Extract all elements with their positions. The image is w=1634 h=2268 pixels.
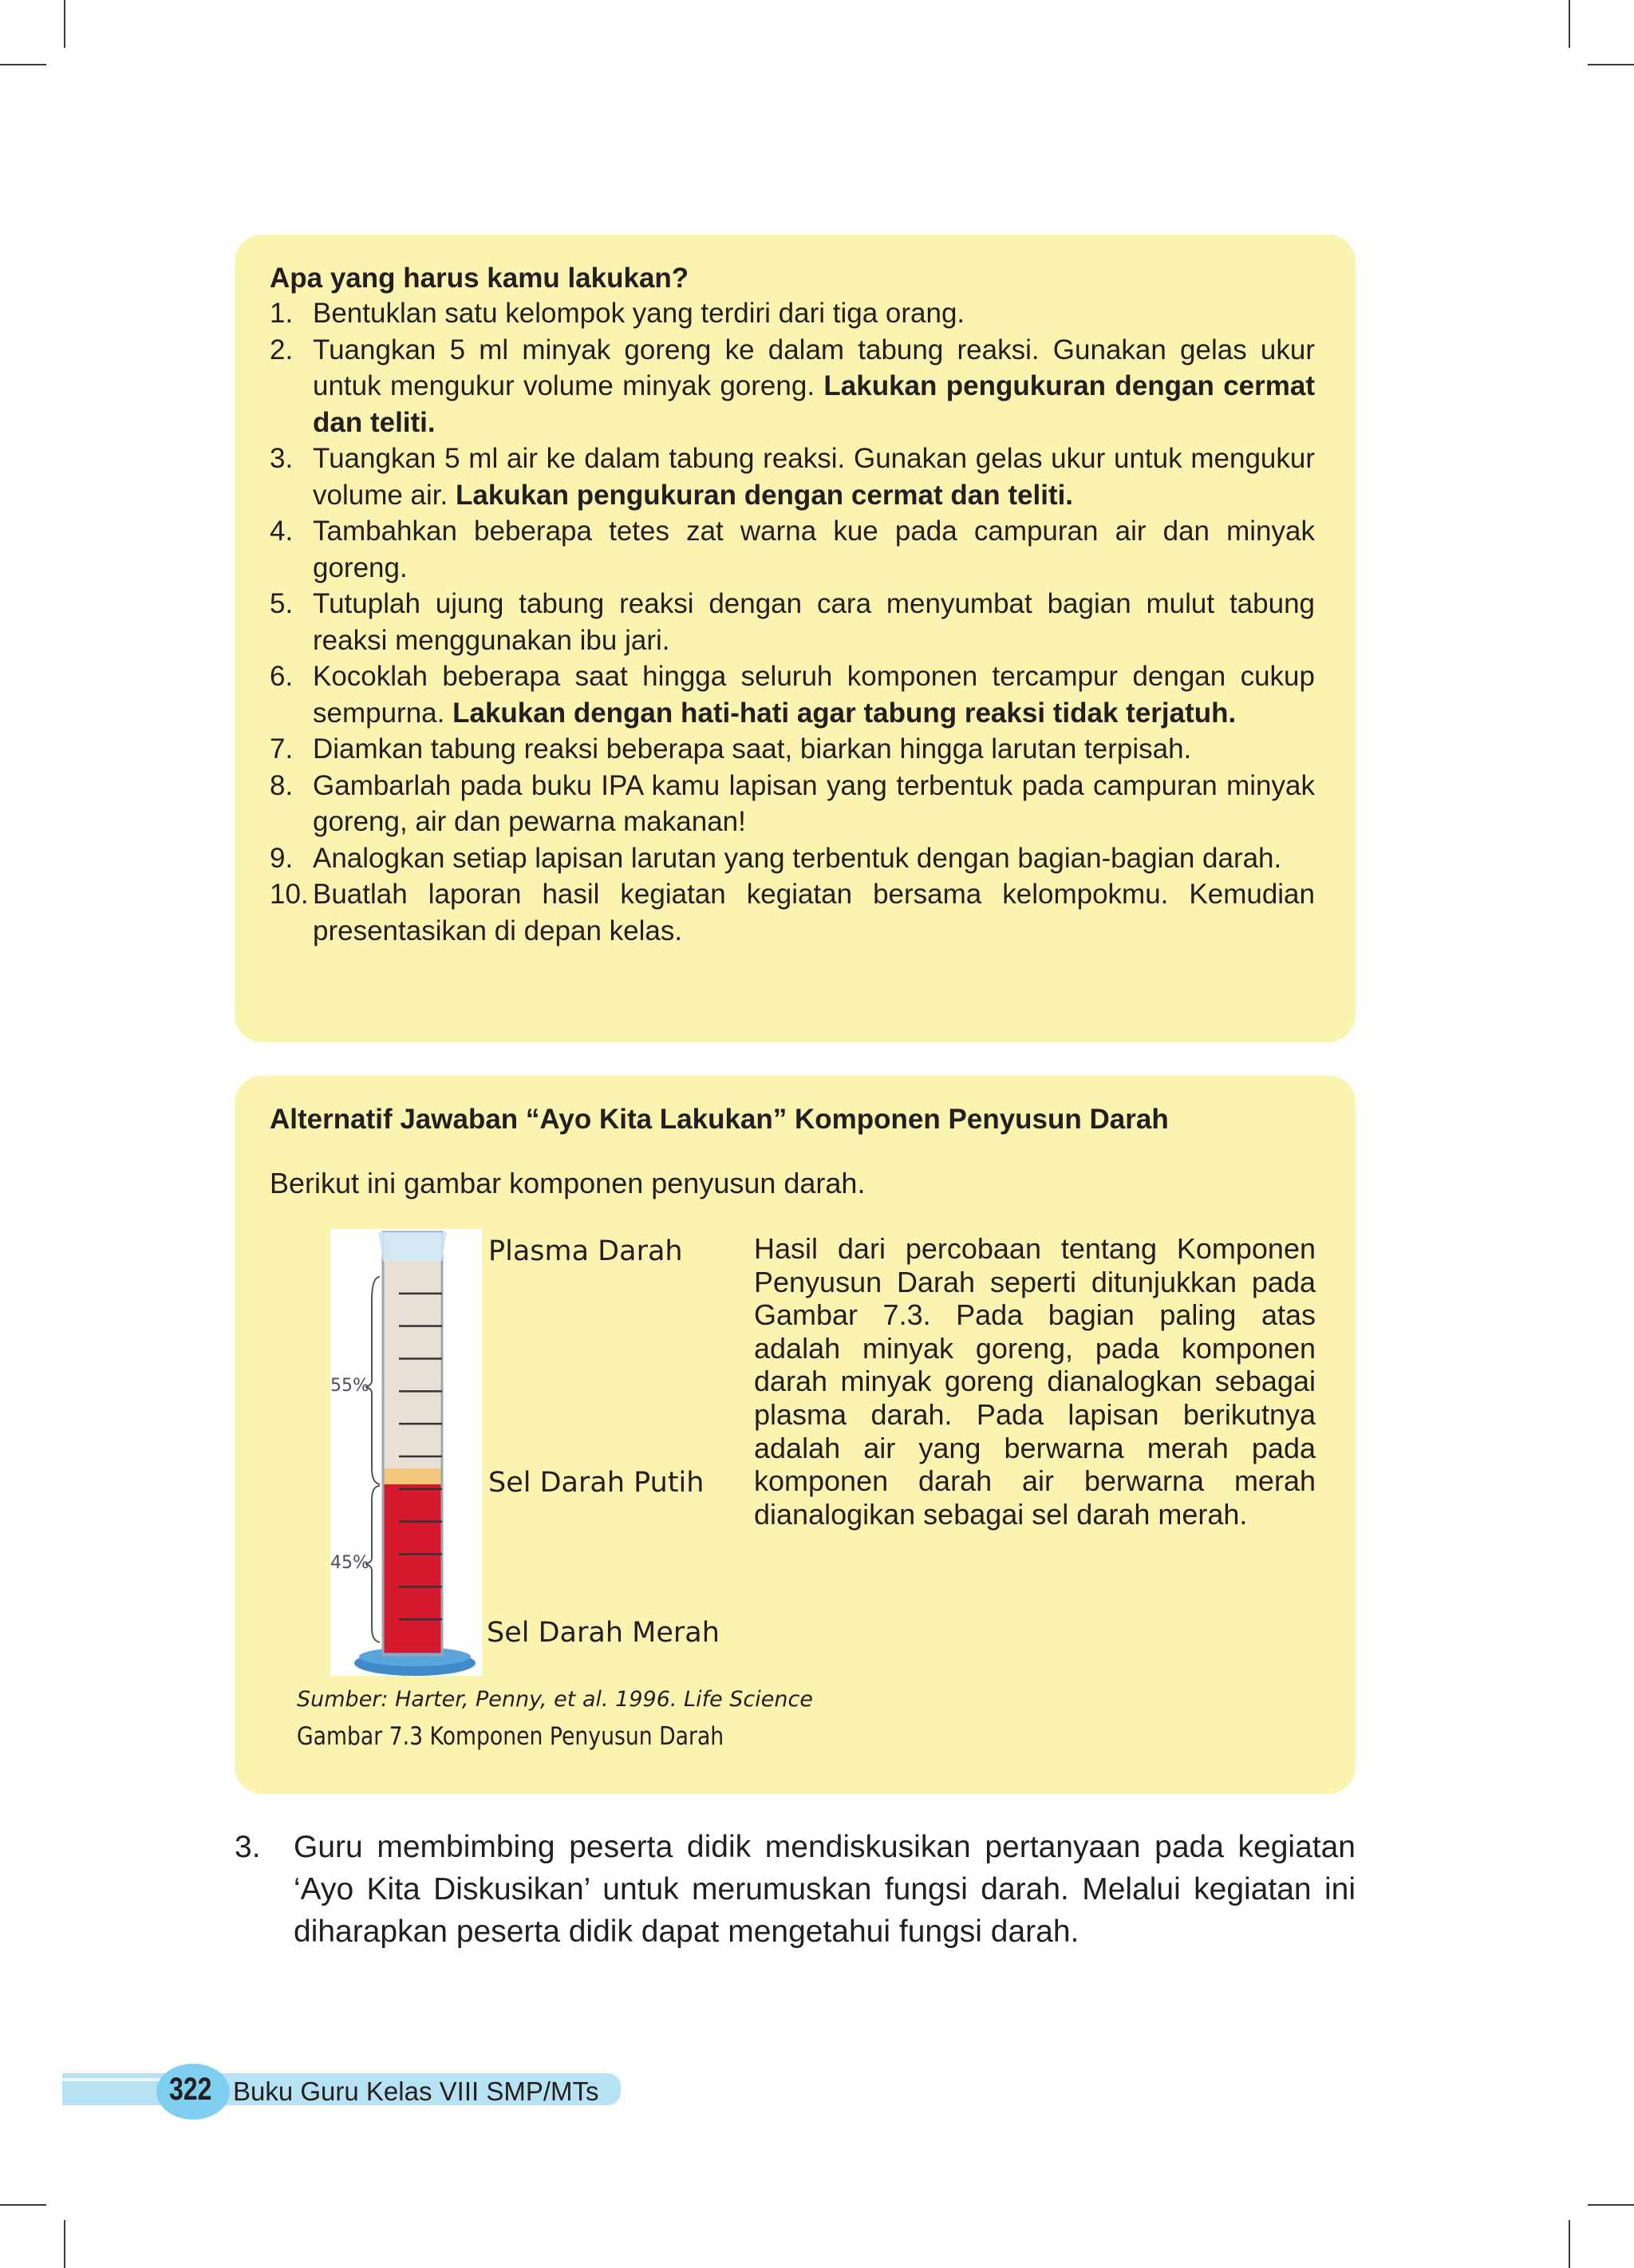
label-red-cells: Sel Darah Merah	[487, 1617, 720, 1649]
crop-mark	[64, 2220, 65, 2268]
box-title: Apa yang harus kamu lakukan?	[270, 263, 689, 294]
list-item	[270, 513, 1315, 586]
intro-text: Berikut ini gambar komponen penyusun darah.	[270, 1167, 866, 1199]
activity-steps-box	[235, 235, 1356, 1042]
list-item	[270, 731, 1315, 768]
step-text: Tutuplah ujung tabung reaksi dengan cara menyumbat bagian mulut tabung reaksi menggunakan ibu jari.	[313, 588, 1315, 656]
crop-mark	[1588, 2204, 1634, 2206]
step-number: 2.	[270, 334, 294, 365]
list-item	[270, 295, 1315, 332]
crop-mark	[1569, 2220, 1570, 2268]
book-title: Buku Guru Kelas VIII SMP/MTs	[233, 2076, 599, 2106]
crop-mark	[1588, 64, 1634, 65]
step-text: Diamkan tabung reaksi beberapa saat, biarkan hingga larutan terpisah.	[313, 733, 1192, 765]
step-text: Gambarlah pada buku IPA kamu lapisan yang terbentuk pada campuran minyak goreng, air dan pewarna makanan!	[313, 769, 1315, 837]
step-number: 4.	[270, 516, 294, 547]
crop-mark	[64, 0, 65, 48]
step-text: Kocoklah beberapa saat hingga seluruh komponen tercampur dengan cukup sempurna.	[313, 661, 1315, 729]
item-text: Guru membimbing peserta didik mendiskusikan pertanyaan pada kegiatan ‘Ayo Kita Diskusikan’ untuk merumuskan fungsi darah. Melalui kegiatan ini diharapkan peserta didik dapat mengetahui fungsi darah.	[294, 1830, 1356, 1949]
step-number: 7.	[270, 733, 294, 765]
step-number: 1.	[270, 298, 294, 329]
answer-box	[235, 1076, 1356, 1794]
step-text: Tambahkan beberapa tetes zat warna kue pada campuran air dan minyak goreng.	[313, 516, 1315, 583]
plasma-layer	[383, 1261, 442, 1468]
crop-mark	[0, 64, 46, 65]
list-item	[270, 768, 1315, 840]
percent-label-lower: 45%	[330, 1553, 369, 1573]
step-number: 3.	[270, 443, 294, 474]
buffy-coat-layer	[383, 1468, 442, 1484]
step-emphasis: Lakukan pengukuran dengan cermat dan teliti.	[313, 370, 1315, 438]
step-emphasis: Lakukan pengukuran dengan cermat dan teliti.	[455, 479, 1074, 511]
step-number: 10.	[270, 879, 309, 910]
step-number: 9.	[270, 842, 294, 874]
list-item	[270, 658, 1315, 731]
step-number: 5.	[270, 588, 294, 619]
step-text: Tuangkan 5 ml air ke dalam tabung reaksi. Gunakan gelas ukur untuk mengukur volume air.	[313, 443, 1315, 511]
list-item	[270, 840, 1315, 877]
box-title: Alternatif Jawaban “Ayo Kita Lakukan” Komponen Penyusun Darah	[270, 1104, 1169, 1135]
label-white-cells: Sel Darah Putih	[488, 1467, 705, 1499]
crop-mark	[0, 2204, 46, 2206]
step-number: 8.	[270, 769, 294, 801]
percent-label-upper: 55%	[330, 1376, 369, 1396]
figure-description: Hasil dari percobaan tentang Komponen Penyusun Darah seperti ditunjukkan pada Gambar 7.3. Pada bagian paling atas adalah minyak goreng, pada komponen darah minyak goreng dianalogkan sebagai plasma darah. Pada lapisan berikutnya adalah air yang berwarna merah pada komponen darah air berwarna merah dianalogikan sebagai sel darah merah.	[754, 1232, 1316, 1531]
graduated-cylinder-illustration	[330, 1229, 793, 1684]
crop-mark	[1569, 0, 1570, 48]
figure-caption: Gambar 7.3 Komponen Penyusun Darah	[297, 1722, 724, 1751]
step-text: Analogkan setiap lapisan larutan yang terbentuk dengan bagian-bagian darah.	[313, 842, 1282, 874]
list-item	[270, 332, 1315, 441]
step-text: Bentuklan satu kelompok yang terdiri dari tiga orang.	[313, 298, 965, 329]
list-item	[270, 586, 1315, 658]
step-text: Tuangkan 5 ml minyak goreng ke dalam tabung reaksi. Gunakan gelas ukur untuk mengukur volume minyak goreng.	[313, 334, 1315, 401]
step-emphasis: Lakukan dengan hati-hati agar tabung reaksi tidak terjatuh.	[452, 697, 1237, 729]
page-number: 322	[169, 2072, 212, 2107]
cylinder-lip	[378, 1232, 447, 1261]
label-plasma: Plasma Darah	[488, 1235, 683, 1267]
red-cell-layer	[383, 1484, 442, 1653]
blood-components-figure	[330, 1229, 793, 1684]
steps-list	[270, 295, 1315, 949]
step-text: Buatlah laporan hasil kegiatan kegiatan bersama kelompokmu. Kemudian presentasikan di depan kelas.	[313, 879, 1315, 946]
item-number: 3.	[235, 1830, 261, 1864]
figure-source: Sumber: Harter, Penny, et al. 1996. Life Science	[297, 1687, 813, 1712]
list-item	[235, 1826, 1356, 1953]
list-item	[270, 441, 1315, 513]
list-item	[270, 876, 1315, 949]
step-number: 6.	[270, 661, 294, 692]
